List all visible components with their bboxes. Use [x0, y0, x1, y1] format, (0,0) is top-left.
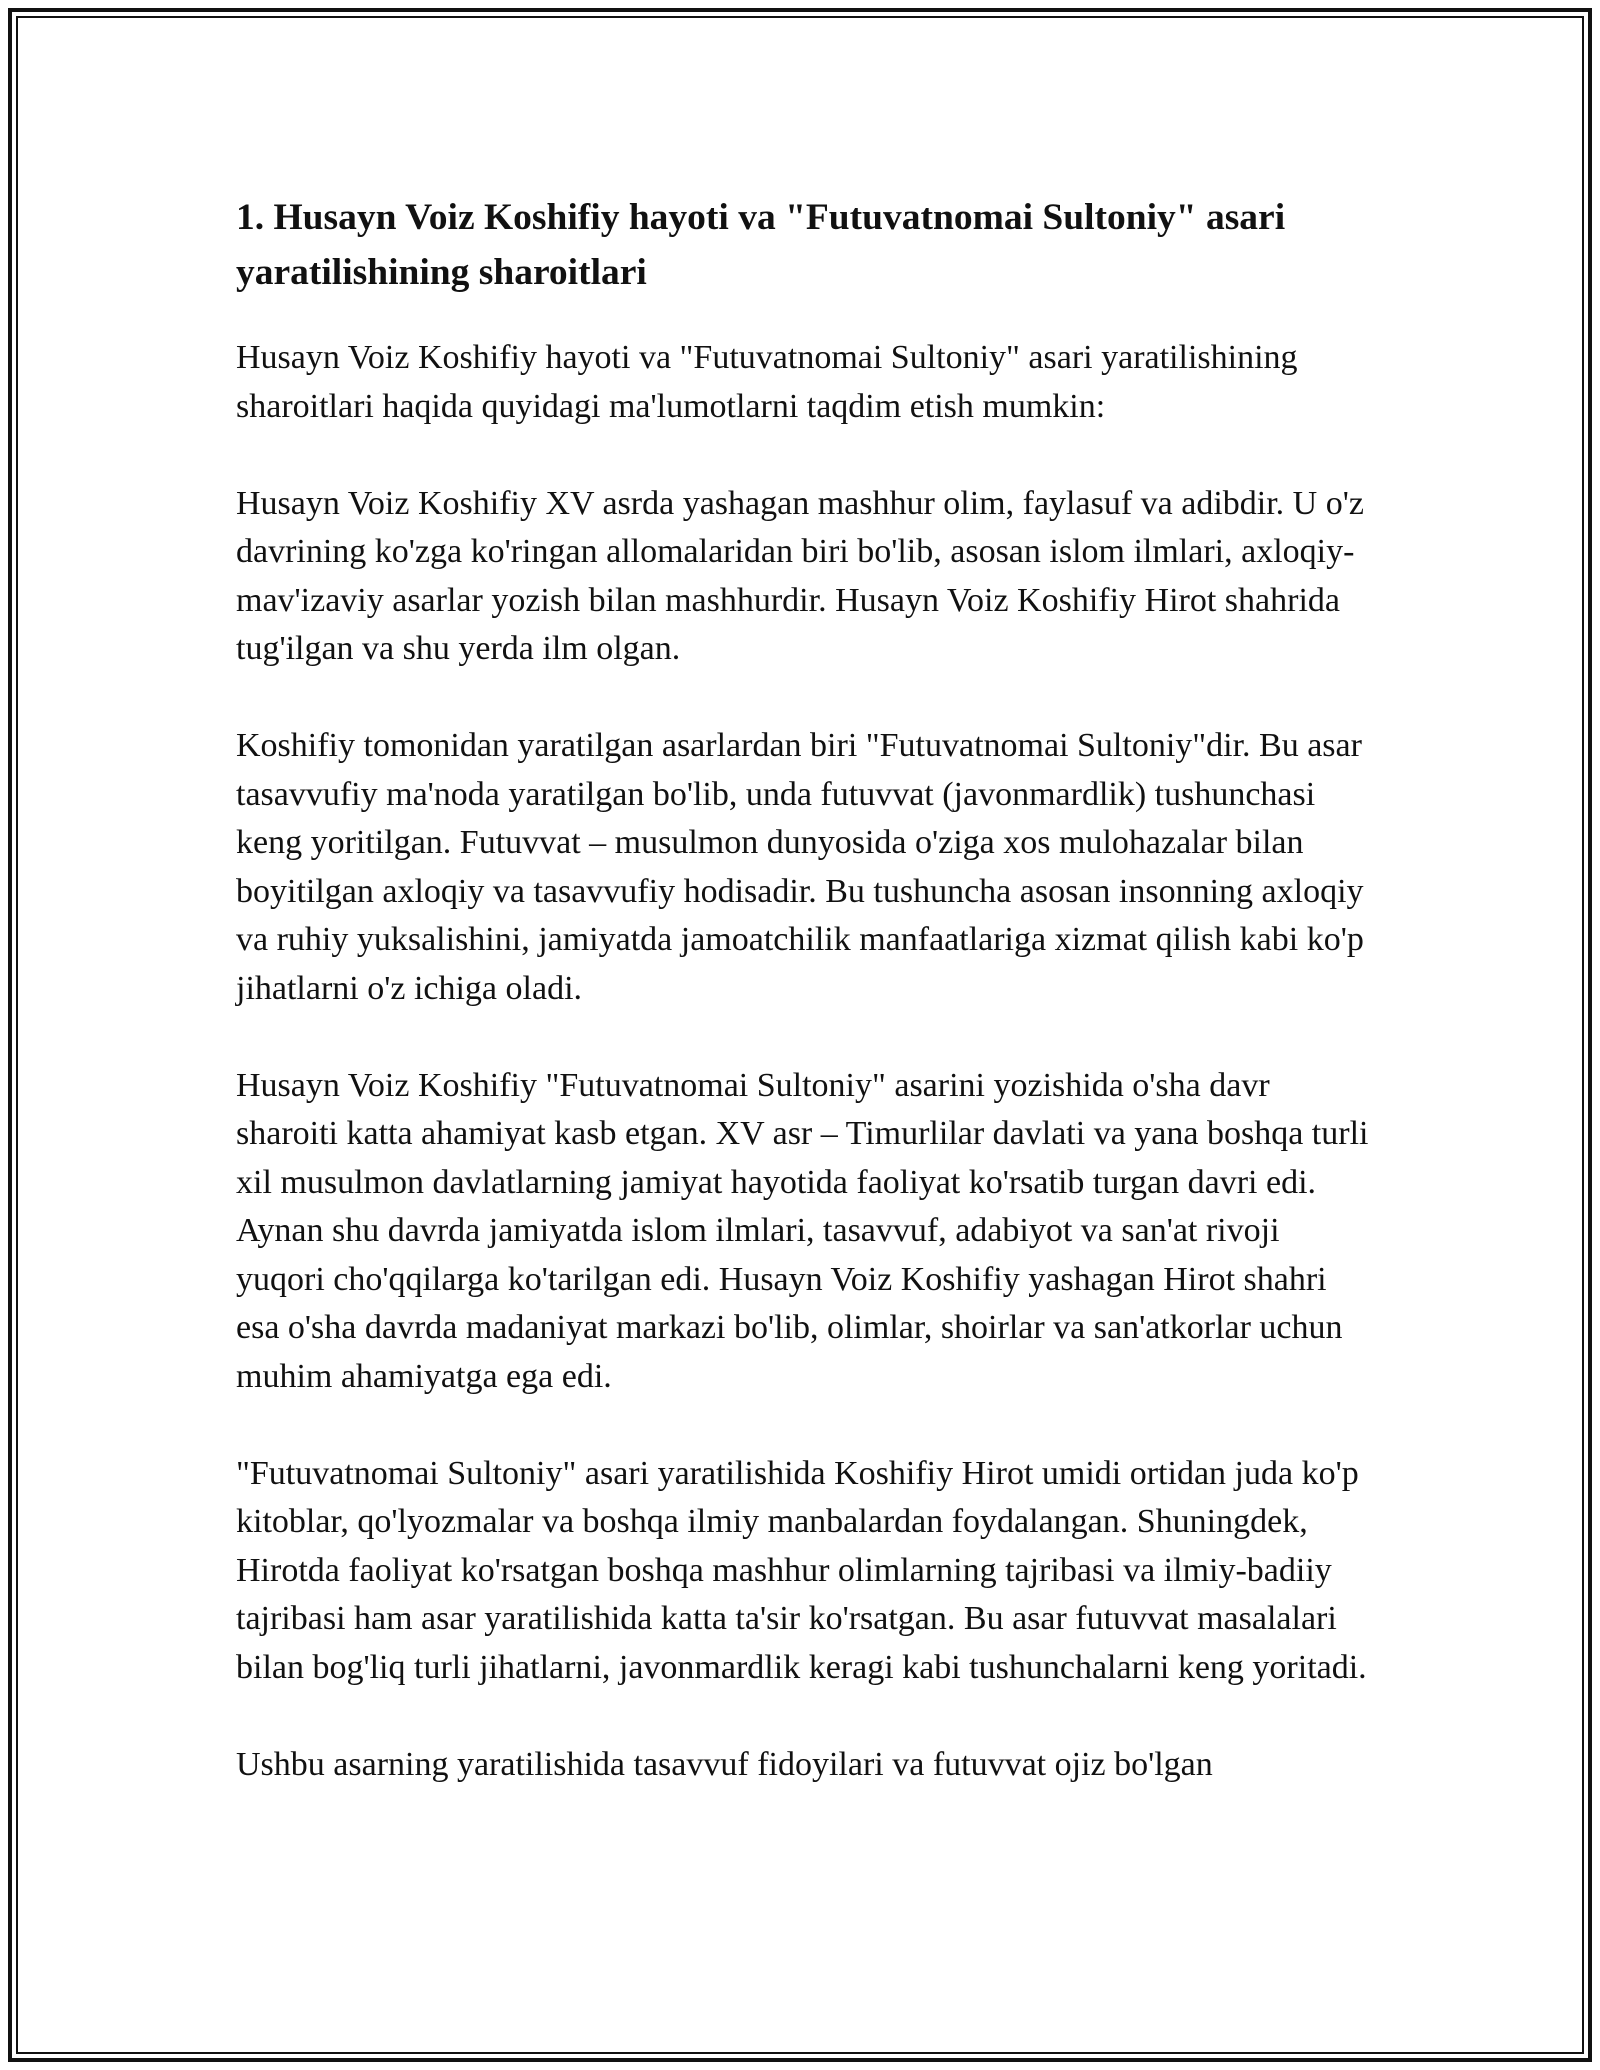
paragraph-sources: "Futuvatnomai Sultoniy" asari yaratilishida Koshifiy Hirot umidi ortidan juda ko'p kitoblar, qo'lyozmalar va boshqa ilmiy manbalardan foydalangan. Shuningdek, Hirotda faoliyat ko'rsatgan boshqa mashhur olimlarning tajribasi va ilmiy-badiiy tajribasi ham asar yaratilishida katta ta'sir ko'rsatgan. Bu asar futuvvat masalalari bilan bog'liq turli jihatlarni, javonmardlik keragi kabi tushunchalarni keng yoritadi. — [236, 1454, 1367, 1686]
document-page — [236, 190, 1376, 1789]
paragraph-biography: Husayn Voiz Koshifiy XV asrda yashagan mashhur olim, faylasuf va adibdir. U o'z davrining ko'zga ko'ringan allomalaridan biri bo'lib, asosan islom ilmlari, axloqiy-mav'izaviy asarlar yozish bilan mashhurdir. Husayn Voiz Koshifiy Hirot shahrida tug'ilgan va shu yerda ilm olgan. — [236, 484, 1364, 667]
document-title: 1. Husayn Voiz Koshifiy hayoti va "Futuvatnomai Sultoniy" asari yaratilishining sharoitlari — [236, 197, 1286, 293]
paragraph-futuvvat: Koshifiy tomonidan yaratilgan asarlardan biri "Futuvatnomai Sultoniy"dir. Bu asar tasavvufiy ma'noda yaratilgan bo'lib, unda futuvvat (javonmardlik) tushunchasi keng yoritilgan. Futuvvat – musulmon dunyosida o'ziga xos mulohazalar bilan boyitilgan axloqiy va tasavvufiy hodisadir. Bu tushuncha asosan insonning axloqiy va ruhiy yuksalishini, jamiyatda jamoatchilik manfaatlariga xizmat qilish kabi ko'p jihatlarni o'z ichiga oladi. — [236, 727, 1364, 1007]
paragraph-intro: Husayn Voiz Koshifiy hayoti va "Futuvatnomai Sultoniy" asari yaratilishining sharoitlari haqida quyidagi ma'lumotlarni taqdim etish mumkin: — [236, 339, 1298, 425]
paragraph-continuation: Ushbu asarning yaratilishida tasavvuf fidoyilari va futuvvat ojiz bo'lgan — [236, 1745, 1213, 1783]
paragraph-era-conditions: Husayn Voiz Koshifiy "Futuvatnomai Sultoniy" asarini yozishida o'sha davr sharoiti katta ahamiyat kasb etgan. XV asr – Timurlilar davlati va yana boshqa turli xil musulmon davlatlarning jamiyat hayotida faoliyat ko'rsatib turgan davri edi. Aynan shu davrda jamiyatda islom ilmlari, tasavvuf, adabiyot va san'at rivoji yuqori cho'qqilarga ko'tarilgan edi. Husayn Voiz Koshifiy yashagan Hirot shahri esa o'sha davrda madaniyat markazi bo'lib, olimlar, shoirlar va san'atkorlar uchun muhim ahamiyatga ega edi. — [236, 1066, 1369, 1395]
